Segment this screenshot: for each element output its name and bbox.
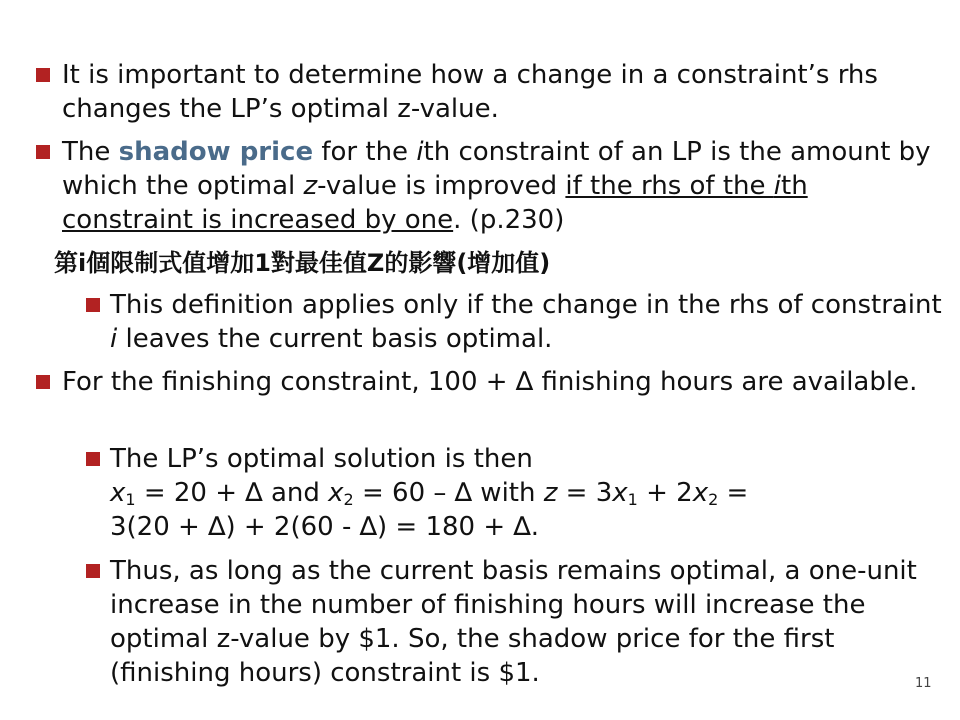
bullet-shadow-price-definition: [62, 135, 942, 237]
condition-text-2: leaves the current basis optimal.: [117, 324, 553, 354]
bullet-finishing-constraint: [62, 365, 942, 399]
solution-part-4: + 2: [637, 478, 693, 508]
definition-i: i: [416, 137, 424, 167]
definition-underlined-i: i: [773, 171, 781, 201]
var-x1-obj: x: [612, 478, 628, 508]
subbullet-conclusion: [110, 554, 950, 690]
solution-line-1: The LP’s optimal solution is then: [110, 444, 533, 474]
condition-text-1: This definition applies only if the change in the rhs of constraint: [110, 290, 942, 320]
sub-1: 1: [125, 490, 136, 509]
bullet-marker: [36, 145, 50, 159]
var-x1: x: [110, 478, 126, 508]
sub-3: 1: [627, 490, 638, 509]
finishing-text: For the finishing constraint, 100 + ∆ finishing hours are available.: [62, 367, 918, 397]
page-number: 11: [915, 676, 932, 691]
definition-text-4: -value is improved: [317, 171, 566, 201]
definition-underlined-2: th constraint is increased by one: [62, 171, 808, 235]
var-x2: x: [328, 478, 344, 508]
definition-text-2: for the: [313, 137, 417, 167]
subbullet-optimal-solution: [110, 442, 950, 544]
subbullet-marker: [86, 298, 100, 312]
sub-2: 2: [343, 490, 354, 509]
shadow-price-term: shadow price: [118, 137, 314, 167]
sub-4: 2: [708, 490, 719, 509]
solution-line-3: 3(20 + ∆) + 2(60 - ∆) = 180 + ∆.: [110, 512, 540, 542]
solution-part-3: = 3: [557, 478, 613, 508]
condition-i: i: [110, 324, 118, 354]
bullet-importance-text: It is important to determine how a change in a constraint’s rhs changes the LP’s optimal z-value.: [62, 60, 878, 124]
definition-z: z: [303, 171, 318, 201]
var-z: z: [543, 478, 558, 508]
solution-part-5: =: [718, 478, 749, 508]
subbullet-marker: [86, 452, 100, 466]
definition-text-5: . (p.230): [453, 205, 565, 235]
definition-text-3: th constraint of an LP is the amount by which the optimal: [62, 137, 931, 201]
subbullet-marker: [86, 564, 100, 578]
var-x2-obj: x: [692, 478, 709, 508]
subbullet-definition-condition: [110, 288, 950, 356]
conclusion-text: Thus, as long as the current basis remains optimal, a one-unit increase in the number of finishing hours will increase the optimal z-value by $1. So, the shadow price for the first (finishing hours) constraint is $1.: [110, 556, 917, 688]
solution-line-2: [110, 476, 950, 510]
definition-underlined-1: if the rhs of the: [565, 171, 774, 201]
chinese-note: 第i個限制式值增加1對最佳值Z的影響(增加值): [54, 249, 551, 277]
definition-text-1: The: [62, 137, 119, 167]
solution-part-1: = 20 + ∆ and: [135, 478, 329, 508]
bullet-importance: [62, 58, 942, 126]
bullet-marker: [36, 68, 50, 82]
solution-part-2: = 60 – ∆ with: [353, 478, 544, 508]
bullet-marker: [36, 375, 50, 389]
